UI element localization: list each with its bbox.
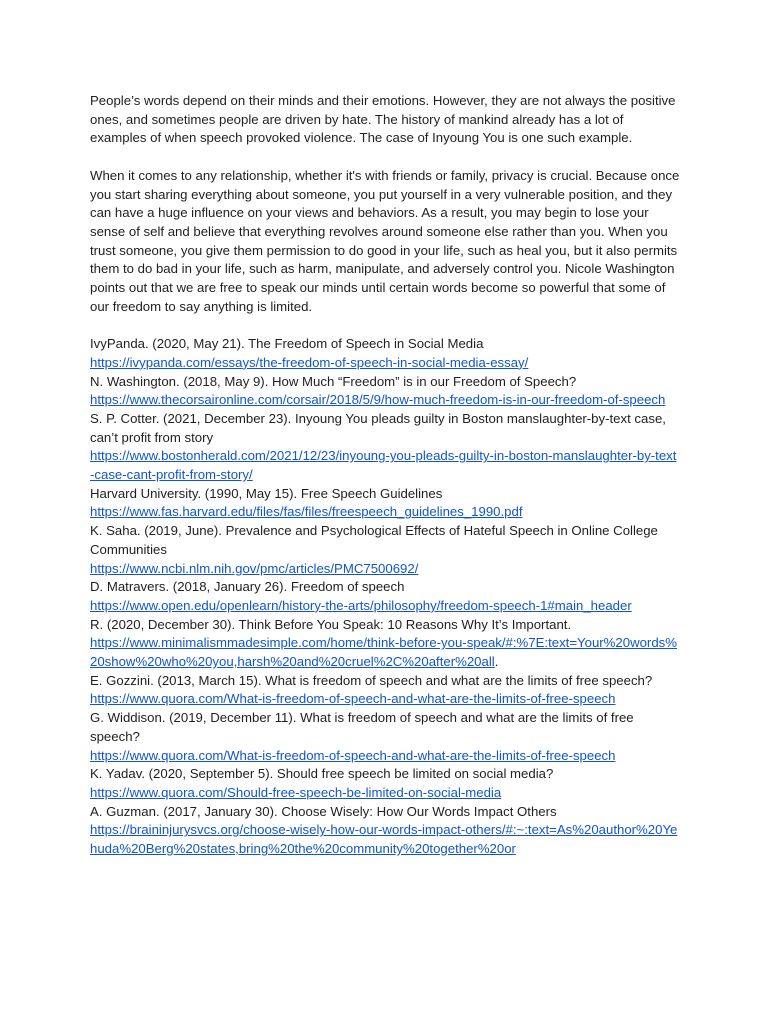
reference-item [90,335,680,372]
reference-item [90,672,680,709]
reference-citation: R. (2020, December 30). Think Before You Speak: 10 Reasons Why It’s Important. [90,616,572,632]
reference-link[interactable]: https://www.bostonherald.com/2021/12/23/inyoung-you-pleads-guilty-in-boston-manslaughter-by-text-case-cant-profit-from-story/ [90,448,677,483]
reference-citation: G. Widdison. (2019, December 11). What is freedom of speech and what are the limits of free speech? [90,710,634,744]
document-page [90,92,680,859]
reference-item [90,765,680,802]
reference-item [90,709,680,765]
reference-citation: IvyPanda. (2020, May 21). The Freedom of Speech in Social Media [90,336,484,352]
reference-citation: E. Gozzini. (2013, March 15). What is freedom of speech and what are the limits of free speech? [90,672,653,688]
reference-item [90,616,680,672]
reference-item [90,373,680,410]
reference-citation: D. Matravers. (2018, January 26). Freedom of speech [90,579,405,595]
reference-citation: K. Saha. (2019, June). Prevalence and Psychological Effects of Hateful Speech in Online College Communities [90,523,658,557]
reference-link[interactable]: https://braininjurysvcs.org/choose-wisely-how-our-words-impact-others/#:~:text=As%20author%20Yehuda%20Berg%20states,bring%20the%20community%20together%20or [90,822,678,857]
reference-link-line [90,634,680,671]
reference-item [90,578,680,615]
reference-link[interactable]: https://www.ncbi.nlm.nih.gov/pmc/articles/PMC7500692/ [90,560,419,576]
reference-item [90,485,680,522]
reference-item [90,410,680,485]
reference-link[interactable]: https://ivypanda.com/essays/the-freedom-of-speech-in-social-media-essay/ [90,354,529,370]
reference-link[interactable]: https://www.open.edu/openlearn/history-the-arts/philosophy/freedom-speech-1#main_header [90,597,632,613]
reference-link[interactable]: https://www.quora.com/What-is-freedom-of-speech-and-what-are-the-limits-of-free-speech [90,747,616,763]
reference-link[interactable]: https://www.thecorsaironline.com/corsair/2018/5/9/how-much-freedom-is-in-our-freedom-of-speech [90,392,666,408]
reference-citation: K. Yadav. (2020, September 5). Should free speech be limited on social media? [90,766,554,782]
reference-link[interactable]: https://www.minimalismmadesimple.com/home/think-before-you-speak/#:%7E:text=Your%20words%20show%20who%20you,harsh%20and%20cruel%2C%20after%20all [90,635,677,670]
reference-link[interactable]: https://www.fas.harvard.edu/files/fas/files/freespeech_guidelines_1990.pdf [90,504,523,520]
reference-citation: A. Guzman. (2017, January 30). Choose Wisely: How Our Words Impact Others [90,803,557,819]
reference-item [90,522,680,578]
body-paragraph: When it comes to any relationship, whether it's with friends or family, privacy is crucial. Because once you start sharing everything about someone, you put yourself in a very vulnerable position, and they can have a huge influence on your views and behaviors. As a result, you may begin to lose your sense of self and believe that everything revolves around someone else rather than you. When you trust someone, you give them permission to do good in your life, such as heal you, but it also permits them to do bad in your life, such as harm, manipulate, and adversely control you. Nicole Washington points out that we are free to speak our minds until certain words become so powerful that some of our freedom to say anything is limited. [90,167,680,314]
references-list [90,335,680,859]
reference-citation: Harvard University. (1990, May 15). Free Speech Guidelines [90,485,443,501]
body-paragraph: People’s words depend on their minds and their emotions. However, they are not always the positive ones, and sometimes people are driven by hate. The history of mankind already has a lot of examples of when speech provoked violence. The case of Inyoung You is one such example. [90,93,676,146]
reference-citation: S. P. Cotter. (2021, December 23). Inyoung You pleads guilty in Boston manslaughter-by-text case, can’t profit from story [90,410,666,445]
reference-link[interactable]: https://www.quora.com/What-is-freedom-of-speech-and-what-are-the-limits-of-free-speech [90,691,616,707]
reference-item [90,803,680,859]
reference-trailing-period: . [494,654,499,670]
reference-link[interactable]: https://www.quora.com/Should-free-speech-be-limited-on-social-media [90,784,502,800]
reference-citation: N. Washington. (2018, May 9). How Much “Freedom” is in our Freedom of Speech? [90,373,577,389]
